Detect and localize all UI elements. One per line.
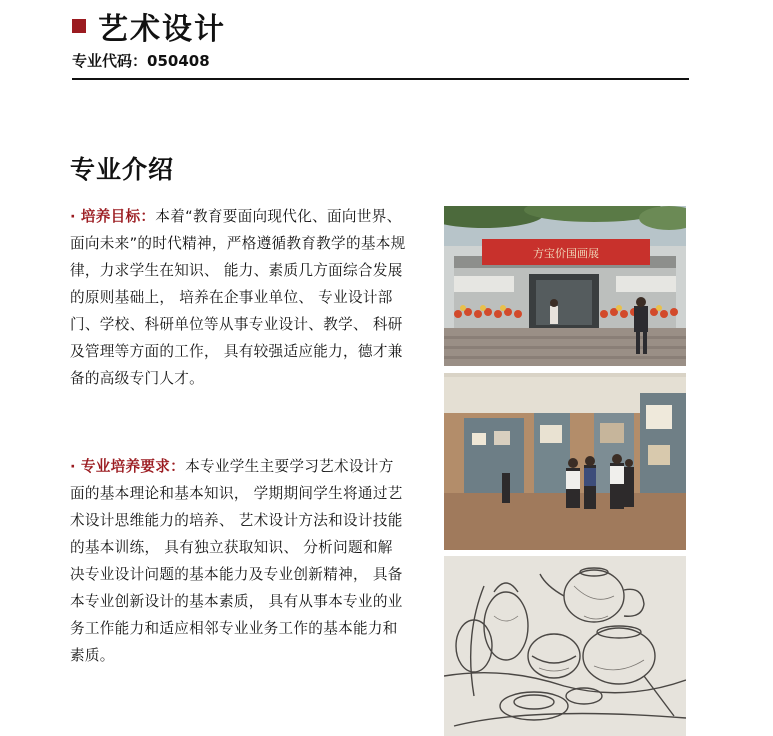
header-divider [72,78,689,80]
paragraph-lead: 专业培养要求： [80,458,186,475]
gallery-interior-photo [444,373,686,550]
exhibition-banner-text: 方宝价国画展 [533,247,599,260]
section-heading: 专业介绍 [70,155,175,184]
paragraph-training-goal [70,203,406,392]
paragraph-body: 本专业学生主要学习艺术设计方面的基本理论和基本知识， 学期期间学生将通过艺术设计思维能力的培养、 艺术设计方法和设计技能的基本训练， 具有独立获取知识、 分析问题和解决专业设计问题的基本能力及专业创新精神， 具备本专业创新设计的基本素质， 具有从事本专业的业务工作能力和适应相邻专业业务工作的基本能力和素质。 [70,458,403,664]
major-code-value: 050408 [147,52,210,70]
paragraph-requirements [70,453,406,669]
title-square-icon [72,19,86,33]
page-title: 艺术设计 [98,12,226,47]
paragraph-lead: 培养目标： [80,208,156,225]
major-code [72,50,210,71]
bullet: · [70,458,76,475]
title-block [72,6,226,46]
major-code-label: 专业代码： [72,52,148,70]
paragraph-body: 本着“教育要面向现代化、面向世界、 面向未来”的时代精神，严格遵循教育教学的基本规律，力求学生在知识、 能力、素质几方面综合发展的原则基础上， 培养在企事业单位、 专业设计部门、学校、科研单位等从事专业设计、教学、 科研及管理等方面的工作， 具有较强适应能力，德才兼备的高级专门人才。 [70,208,406,387]
bullet: · [70,208,76,225]
still-life-sketch-photo [444,556,686,736]
exhibition-entrance-photo [444,206,686,366]
